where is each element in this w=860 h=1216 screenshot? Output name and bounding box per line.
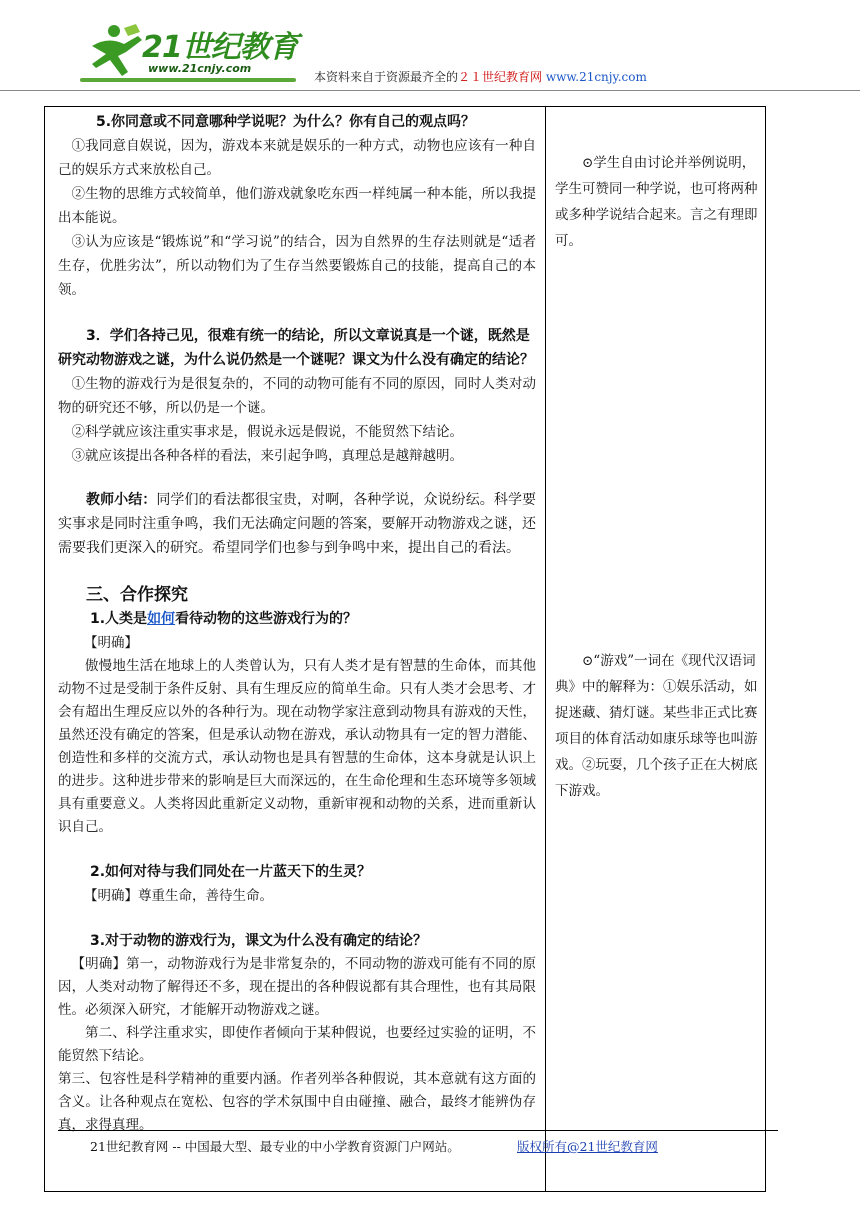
answer-3-3: ③就应该提出各种各样的看法，来引起争鸣，真理总是越辩越明。 xyxy=(71,448,463,464)
table-left-border xyxy=(44,106,45,1192)
answer-5-1: ①我同意自娱说，因为，游戏本来就是娱乐的一种方式，动物也应该有一种自己的娱乐方式来放松自己。 xyxy=(58,138,536,178)
coop-question-1 xyxy=(58,608,536,631)
page-header xyxy=(0,0,860,100)
coop-question-1-pre: 1.人类是 xyxy=(90,611,148,627)
coop-3-answer-1: 【明确】第一，动物游戏行为是非常复杂的，不同动物的游戏可能有不同的原因，人类对动物了解得还不多，现在提出的各种假说都有其合理性，也有其局限性。必须深入研究，才能解开动物游戏之谜。 xyxy=(58,956,536,1018)
coop-question-1-post: 看待动物的这些游戏行为的？ xyxy=(175,611,358,627)
table-top-border xyxy=(44,106,766,107)
answer-3-1: ①生物的游戏行为是很复杂的，不同的动物可能有不同的原因，同时人类对动物的研究还不够，所以仍是一个谜。 xyxy=(58,376,536,416)
coop-3-answer-3: 第三、包容性是科学精神的重要内涵。作者列举各种假说，其本意就有这方面的含义。让各种观点在宽松、包容的学术氛围中自由碰撞、融合，最终才能辨伪存真，求得真理。 xyxy=(58,1071,536,1133)
logo-brand-text: 21世纪教育 xyxy=(142,30,298,65)
site-logo[interactable] xyxy=(78,22,308,84)
header-rule xyxy=(0,90,860,91)
header-site-name[interactable]: ２１世纪教育网 xyxy=(458,70,543,84)
logo-url-text: www.21cnjy.com xyxy=(148,62,252,75)
lesson-main-column xyxy=(58,111,536,1137)
table-bottom-border xyxy=(44,1191,766,1192)
running-figure-icon xyxy=(78,22,150,84)
table-right-border xyxy=(765,106,766,1192)
header-note-prefix: 本资料来自于资源最齐全的 xyxy=(314,70,459,84)
teacher-summary-text: 同学们的看法都很宝贵，对啊，各种学说，众说纷纭。科学要实事求是同时注重争鸣，我们无法确定问题的答案，要解开动物游戏之谜，还需要我们更深入的研究。希望同学们也参与到争鸣中来，提出自己的看法。 xyxy=(58,492,537,556)
header-source-note xyxy=(314,68,647,85)
side-note-2: ⊙“游戏”一词在《现代汉语词典》中的解释为：①娱乐活动，如捉迷藏、猜灯谜。某些非正式比赛项目的体育活动如康乐球等也叫游戏。②玩耍，几个孩子正在大树底下游戏。 xyxy=(555,653,758,799)
header-site-url[interactable]: www.21cnjy.com xyxy=(545,70,647,84)
answer-5-2: ②生物的思维方式较简单，他们游戏就象吃东西一样纯属一种本能，所以我提出本能说。 xyxy=(58,186,536,226)
footer-site-description: 21世纪教育网 -- 中国最大型、最专业的中小学教育资源门户网站。 xyxy=(90,1139,460,1154)
section-heading-3: 三、合作探究 xyxy=(86,585,188,605)
coop-question-3: 3.对于动物的游戏行为，课文为什么没有确定的结论？ xyxy=(90,933,428,949)
answer-3-2: ②科学就应该注重实事求是，假说永远是假说，不能贸然下结论。 xyxy=(71,424,463,440)
answer-5-3: ③认为应该是“锻炼说”和“学习说”的结合，因为自然界的生存法则就是“适者生存，优胜劣汰”，所以动物们为了生存当然要锻炼自己的技能，提高自己的本领。 xyxy=(58,234,536,298)
coop-1-label: 【明确】 xyxy=(84,635,138,651)
teacher-summary-label: 教师小结： xyxy=(86,492,157,508)
coop-1-answer: 傲慢地生活在地球上的人类曾认为，只有人类才是有智慧的生命体，而其他动物不过是受制于条件反射、具有生理反应的简单生命。只有人类才会思考、才会有超出生理反应以外的各种行为。现在动物学家注意到动物具有游戏的天性，虽然还没有确定的答案，但是承认动物在游戏，承认动物具有一定的智力潜能、创造性和多样的交流方式，承认动物也是具有智慧的生命体，这本身就是认识上的进步。这种进步带来的影响是巨大而深远的，在生命伦理和生态环境等多领域具有重要意义。人类将因此重新定义动物，重新审视和动物的关系，进而重新认识自己。 xyxy=(58,658,536,835)
teacher-summary xyxy=(58,488,536,560)
coop-question-1-link[interactable]: 如何 xyxy=(147,611,176,627)
question-3: 3．学们各持己见，很难有统一的结论，所以文章说真是一个谜，既然是研究动物游戏之谜，为什么说仍然是一个谜呢？课文为什么没有确定的结论？ xyxy=(58,328,534,368)
coop-2-answer: 【明确】尊重生命，善待生命。 xyxy=(84,888,273,904)
side-note-1: ⊙学生自由讨论并举例说明，学生可赞同一种学说，也可将两种或多种学说结合起来。言之有理即可。 xyxy=(555,155,758,249)
footer-copyright-link[interactable]: 版权所有@21世纪教育网 xyxy=(517,1139,658,1154)
table-column-divider xyxy=(545,106,546,1192)
logo-swoosh xyxy=(80,78,296,82)
coop-question-2: 2.如何对待与我们同处在一片蓝天下的生灵？ xyxy=(90,864,372,880)
question-5: 5.你同意或不同意哪种学说呢？为什么？你有自己的观点吗？ xyxy=(96,114,476,130)
coop-3-answer-2: 第二、科学注重求实，即使作者倾向于某种假说，也要经过实验的证明，不能贸然下结论。 xyxy=(58,1025,536,1064)
